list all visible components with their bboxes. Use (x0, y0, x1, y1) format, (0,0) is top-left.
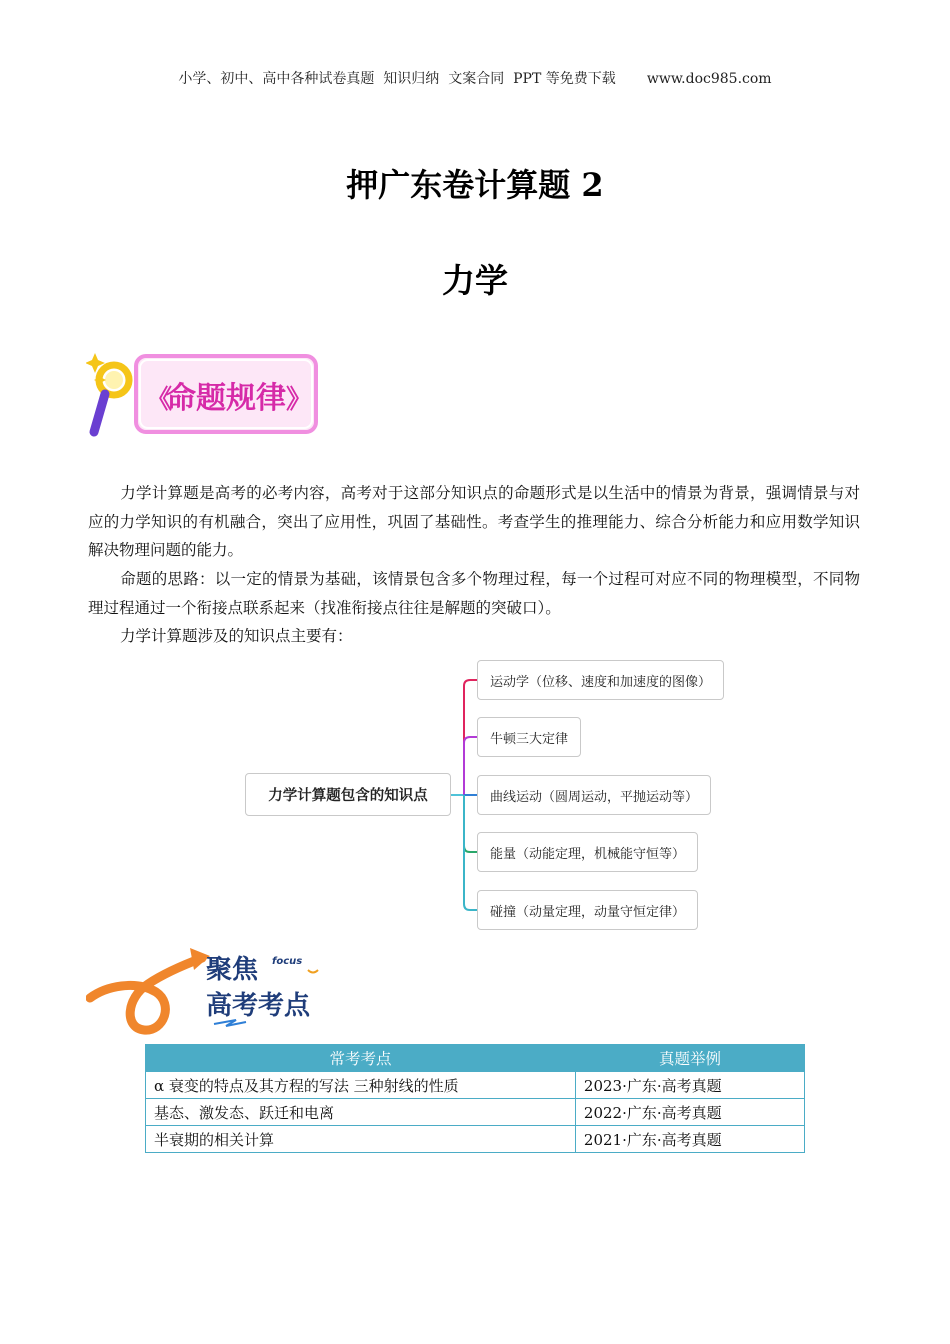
table-cell: 半衰期的相关计算 (146, 1126, 576, 1153)
mindmap-node-collision: 碰撞（动量定理，动量守恒定律） (477, 890, 698, 930)
table-cell: α 衰变的特点及其方程的写法 三种射线的性质 (146, 1072, 576, 1099)
focus-badge (86, 940, 332, 1036)
rule-badge (86, 348, 322, 440)
knowledge-mindmap (240, 655, 760, 935)
swirl-arrow-icon (90, 948, 210, 1030)
table-cell: 2021·广东·高考真题 (575, 1126, 804, 1153)
table-cell: 2023·广东·高考真题 (575, 1072, 804, 1099)
page-title: 押广东卷计算题 2 (346, 166, 604, 204)
table-header-row (146, 1045, 805, 1072)
focus-tag: focus (272, 956, 303, 967)
magnifier-icon (86, 353, 129, 432)
mindmap-root: 力学计算题包含的知识点 (245, 773, 451, 816)
mindmap-node-curvilinear-motion: 曲线运动（圆周运动，平抛运动等） (477, 775, 711, 815)
mindmap-node-energy: 能量（动能定理，机械能守恒等） (477, 832, 698, 872)
mindmap-node-newton-laws: 牛顿三大定律 (477, 717, 581, 757)
rule-badge-label: 命题规律 (166, 381, 286, 416)
exam-points-table (145, 1044, 805, 1153)
table-cell: 2022·广东·高考真题 (575, 1099, 804, 1126)
page-subtitle: 力学 (442, 261, 508, 300)
table-row (146, 1072, 805, 1099)
table-cell: 基态、激发态、跃迁和电离 (146, 1099, 576, 1126)
table-header-cell: 常考考点 (146, 1045, 576, 1072)
svg-text:《: 《 (146, 385, 173, 415)
page-header: 小学、初中、高中各种试卷真题 知识归纳 文案合同 PPT 等免费下载 www.doc985.com (178, 71, 772, 87)
table-row (146, 1099, 805, 1126)
svg-text:》: 》 (286, 385, 313, 415)
idea-paragraph: 命题的思路：以一定的情景为基础，该情景包含多个物理过程，每一个过程可对应不同的物理模型，不同物理过程通过一个衔接点联系起来（找准衔接点往往是解题的突破口）。 (88, 570, 860, 617)
focus-badge-line2: 高考考点 (206, 991, 311, 1021)
intro-paragraph: 力学计算题是高考的必考内容，高考对于这部分知识点的命题形式是以生活中的情景为背景，强调情景与对应的力学知识的有机融合，突出了应用性，巩固了基础性。考查学生的推理能力、综合分析能力和应用数学知识解决物理问题的能力。 (88, 484, 860, 559)
knowledge-lead-paragraph: 力学计算题涉及的知识点主要有： (120, 627, 353, 645)
table-row (146, 1126, 805, 1153)
table-header-cell: 真题举例 (575, 1045, 804, 1072)
focus-badge-line1: 聚焦 (206, 955, 259, 985)
mindmap-node-kinematics: 运动学（位移、速度和加速度的图像） (477, 660, 724, 700)
